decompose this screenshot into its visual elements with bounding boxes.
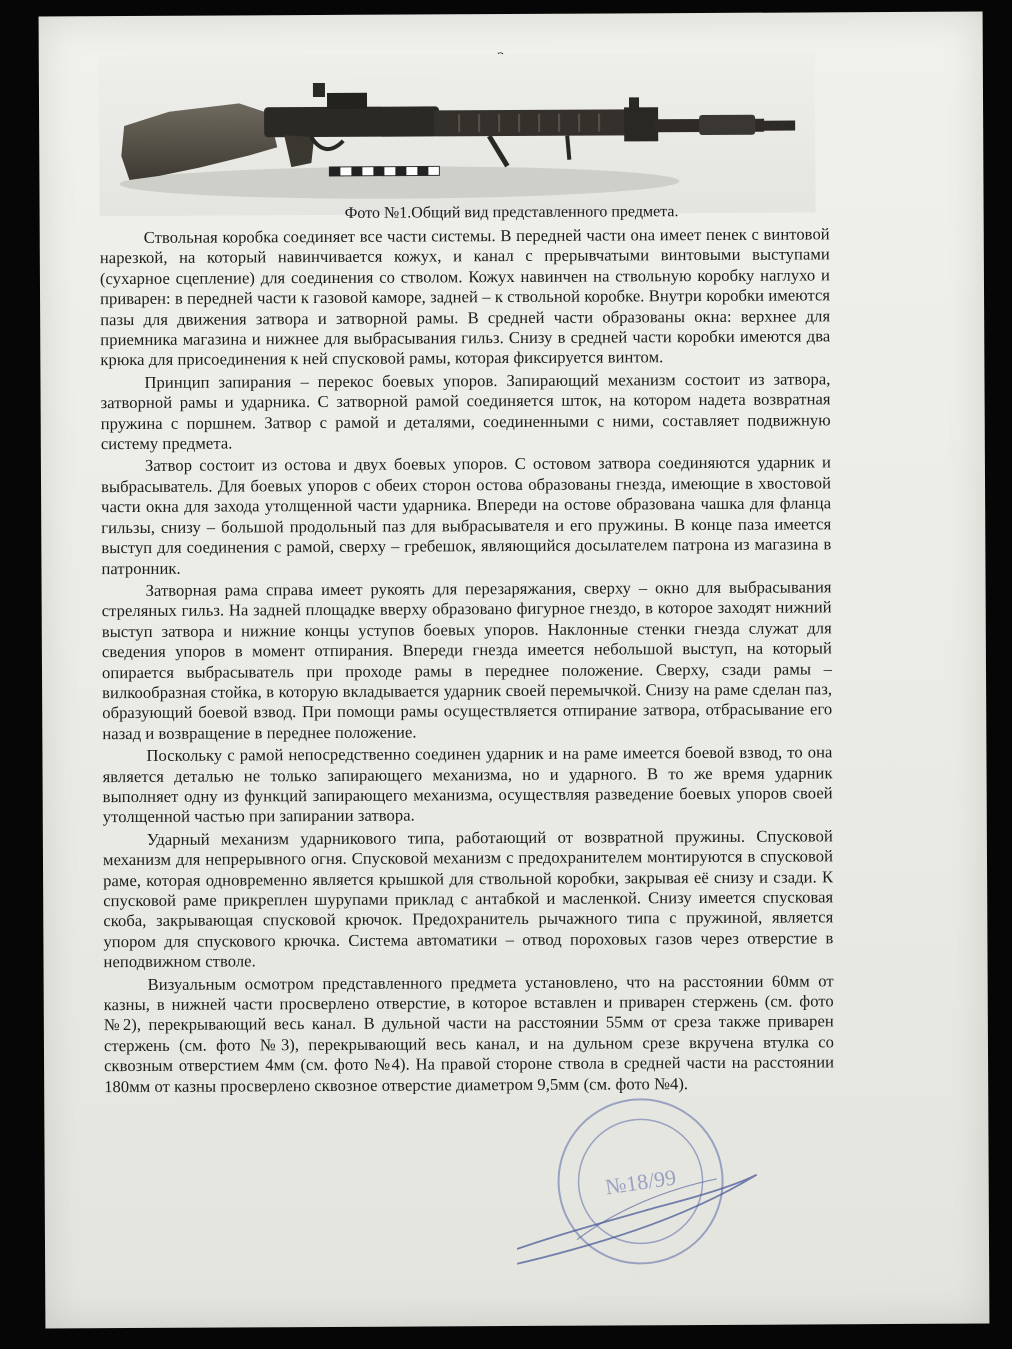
photo-scale-bar <box>329 166 439 176</box>
seal-stamp <box>516 1089 767 1290</box>
paragraph: Затвор состоит из остова и двух боевых упоров. С остовом затвора соединяются ударник и выбрасыватель. Для боевых упоров с обеих сторон остова образованы гнезда, имеющие в хвостовой части окна для захода утолщенной части ударника. Впереди на остове образована чашка для фланца гильзы, снизу – большой продольный паз для выбрасывателя и его пружины. В конце паза имеется выступ для соединения с рамой, сверху – гребешок, являющийся досылателем патрона из магазина в патронник. <box>100 452 832 578</box>
paragraph: Визуальным осмотром представленного предмета установлено, что на расстоянии 60мм от казны, в нижней части просверлено отверстие, в которое вставлен и приварен стержень (см. фото №2), перекрывающий весь канал. В дульной части на расстоянии 55мм от среза также приварен стержень (см. фото №3), перекрывающий весь канал, и на дульном срезе вкручена втулка со сквозным отверстием 4мм (см. фото №4). На правой стороне ствола в средней части на расстоянии 180мм от казны просверлено сквозное отверстие диаметром 9,5мм (см. фото №4). <box>103 970 835 1096</box>
photo-weapon <box>99 52 816 216</box>
weapon-photo-image <box>99 52 816 216</box>
paragraph: Затворная рама справа имеет рукоять для перезаряжания, сверху – окно для выбрасывания стреляных гильз. На задней площадке вверху образовано фигурное гнездо, в которое заходят нижний выступ затвора и нижние концы уступов боевых упоров. Наклонные стенки гнезда служат для сведения упоров в момент отпирания. Впереди гнезда имеется небольшой выступ, на который опирается выбрасыватель при проходе рамы в переднее положение. Сверху, сзади рамы – вилкообразная стойка, в которую вкладывается ударник своей перемычкой. Снизу на раме сделан паз, образующий боевой взвод. При помощи рамы осуществляется отпирание затвора, отбрасывание его назад и возвращение в переднее положение. <box>101 577 833 743</box>
document-page <box>39 12 990 1329</box>
paragraph: Ударный механизм ударникового типа, работающий от возвратной пружины. Спусковой механизм для непрерывного огня. Спусковой механизм с предохранителем монтируются в спусковой раме, которая одновременно является крышкой для ствольной коробки, закрывая её снизу и сзади. К спусковой раме прикреплен шурупами приклад с антабкой и масленкой. Снизу имеется спусковая скоба, закрывающая спусковой крючок. Предохранитель рычажного типа с пружиной, является упором для спускового крючка. Система автоматики – отвод пороховых газов через отверстие в неподвижном стволе. <box>102 826 834 972</box>
paragraph: Поскольку с рамой непосредственно соединен ударник и на раме имеется боевой взвод, то она является деталью не только запирающего механизма, но и ударного. В то же время ударник выполняет одну из функций запирающего механизма, осуществляя разведение боевых упоров своей утолщенной частью при запирании затвора. <box>102 742 833 827</box>
paragraph: Принцип запирания – перекос боевых упоров. Запирающий механизм состоит из затвора, затворной рамы и ударника. С затворной рамой соединяется шток, на котором надета возвратная пружина с поршнем. Затвор с рамой и деталями, соединенными с ними, составляет подвижную систему предмета. <box>100 369 831 454</box>
stamp-number: №18/99 <box>603 1164 678 1200</box>
photo-caption: Фото №1.Общий вид представленного предмета. <box>344 203 679 222</box>
body-text <box>100 224 835 1097</box>
paragraph: Ствольная коробка соединяет все части системы. В передней части она имеет пенек с винтовой нарезкой, на который навинчивается кожух, и канал с прерывчатыми винтовыми выступами (сухарное сцепление) для соединения со стволом. Кожух навинчен на ствольную коробку наглухо и приварен: в передней части к газовой каморе, задней – к ствольной коробке. Внутри коробки имеются пазы для движения затвора и затворной рамы. В средней части образованы окна: верхнее для приемника магазина и нижнее для выбрасывания гильз. Снизу в средней части коробки имеются два крюка для присоединения к ней спусковой рамы, которая фиксируется винтом. <box>99 224 831 370</box>
